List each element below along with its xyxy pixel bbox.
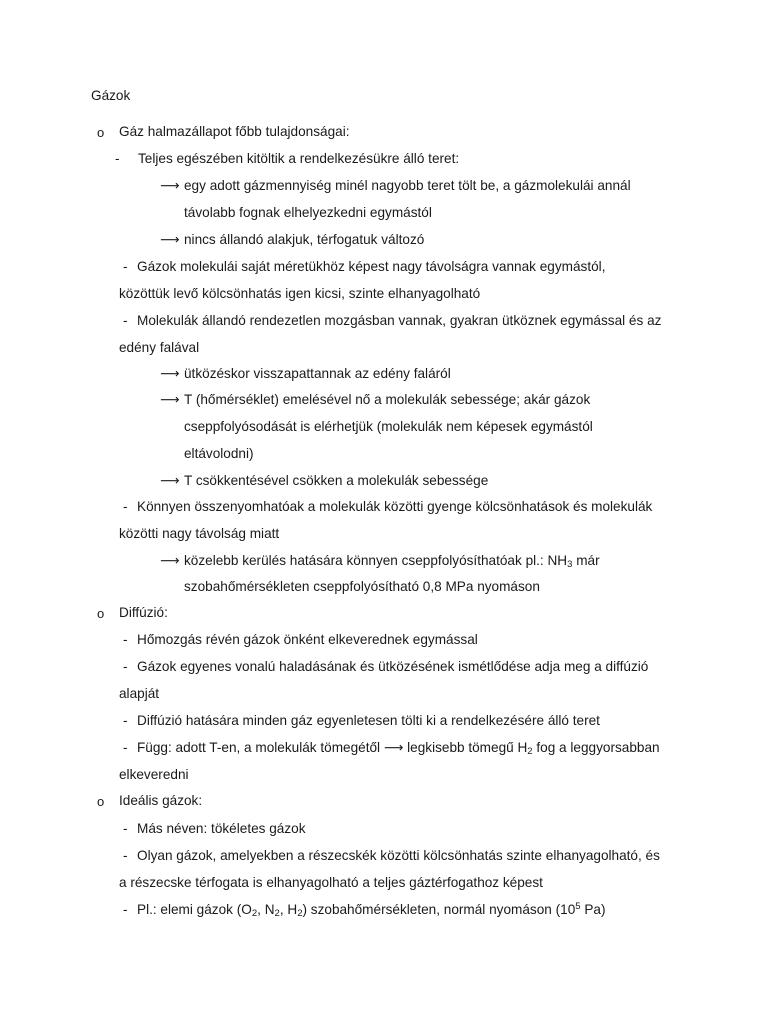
bullet-text: Hőmozgás révén gázok önként elkeverednek egymással [137,632,478,647]
subscript: 2 [297,908,303,919]
arrow-icon: ⟶ [160,178,180,193]
bullet-text: Teljes egészében kitöltik a rendelkezésükre álló teret: [138,151,460,166]
bullet-text: Gázok egyenes vonalú haladásának és ütközésének ismétlődése adja meg a diffúzió [137,659,649,674]
bullet-text: a részecske térfogata is elhanyagolható a teljes gáztérfogathoz képest [119,875,543,890]
dash-marker: - [123,821,128,836]
arrow-item-text: nincs állandó alakjuk, térfogatuk változó [184,232,425,247]
arrow-item-text: T csökkentésével csökken a molekulák sebessége [184,473,489,488]
bullet-text: közöttük levő kölcsönhatás igen kicsi, szinte elhanyagolható [119,286,481,301]
circle-bullet-marker: o [97,606,105,621]
dash-marker: - [123,313,128,328]
page-title: Gázok [91,88,131,103]
arrow-icon: ⟶ [160,366,180,381]
dash-marker: - [123,740,128,755]
arrow-icon: ⟶ [160,553,180,568]
dash-marker: - [123,902,128,917]
bullet-text: Pl.: elemi gázok ($O_2$, $N_2$, $H_2$) szobahőmérsékleten, normál nyomáson ($10^5$ Pa) [137,901,606,919]
bullet-text: közötti nagy távolság miatt [119,526,280,541]
bullet-text: Diffúzió hatására minden gáz egyenletesen tölti ki a rendelkezésére álló teret [137,713,600,728]
arrow-item-text: T (hőmérséklet) emelésével nő a molekulák sebessége; akár gázok [184,392,591,407]
section-heading-ideal-gases: Ideális gázok: [119,793,203,808]
dash-marker: - [115,151,120,166]
circle-bullet-marker: o [97,794,105,809]
subscript: 2 [274,908,280,919]
arrow-item-text: cseppfolyósodását is elérhetjük (molekulák nem képesek egymástól [184,419,593,434]
circle-bullet-marker: o [97,125,105,140]
dash-marker: - [123,499,128,514]
bullet-text: Olyan gázok, amelyekben a részecskék közötti kölcsönhatás szinte elhanyagolható, és [137,848,660,863]
dash-marker: - [123,848,128,863]
bullet-text: edény falával [119,340,200,355]
subscript: 3 [567,559,573,570]
dash-marker: - [123,659,128,674]
dash-marker: - [123,632,128,647]
subscript: 2 [251,908,258,919]
arrow-icon: ⟶ [160,392,180,407]
arrow-item-text: egy adott gázmennyiség minél nagyobb teret tölt be, a gázmolekulái annál [184,178,631,193]
arrow-item-text: szobahőmérsékleten cseppfolyósítható 0,8 MPa nyomáson [184,579,540,594]
bullet-text: Könnyen összenyomhatóak a molekulák közötti gyenge kölcsönhatások és molekulák [137,499,653,514]
section-heading-diffusion: Diffúzió: [119,605,168,620]
bullet-text: elkeveredni [119,767,189,782]
arrow-icon: ⟶ [160,473,180,488]
dash-marker: - [123,259,128,274]
bullet-text: Gázok molekulái saját méretükhöz képest nagy távolságra vannak egymástól, [137,259,606,274]
arrow-item-text: eltávolodni) [184,446,254,461]
subscript: 2 [527,746,533,757]
arrow-icon: ⟶ [383,740,404,755]
bullet-text: Függ: adott T-en, a molekulák tömegétől ⟶ legkisebb tömegű $H_2$ fog a leggyorsabban [137,740,660,757]
bullet-text: Más néven: tökéletes gázok [137,821,306,836]
section-heading-properties: Gáz halmazállapot főbb tulajdonságai: [119,124,350,139]
dash-marker: - [123,713,128,728]
arrow-icon: ⟶ [160,232,180,247]
bullet-text: Molekulák állandó rendezetlen mozgásban vannak, gyakran ütköznek egymással és az [137,313,662,328]
arrow-item-text: távolabb fognak elhelyezkedni egymástól [184,205,432,220]
arrow-item-text: ütközéskor visszapattannak az edény faláról [184,366,451,381]
bullet-text: alapját [119,686,160,701]
superscript: 5 [575,901,581,912]
arrow-item-text: közelebb kerülés hatására könnyen cseppfolyósíthatóak pl.: $NH_3$ már [184,553,600,570]
